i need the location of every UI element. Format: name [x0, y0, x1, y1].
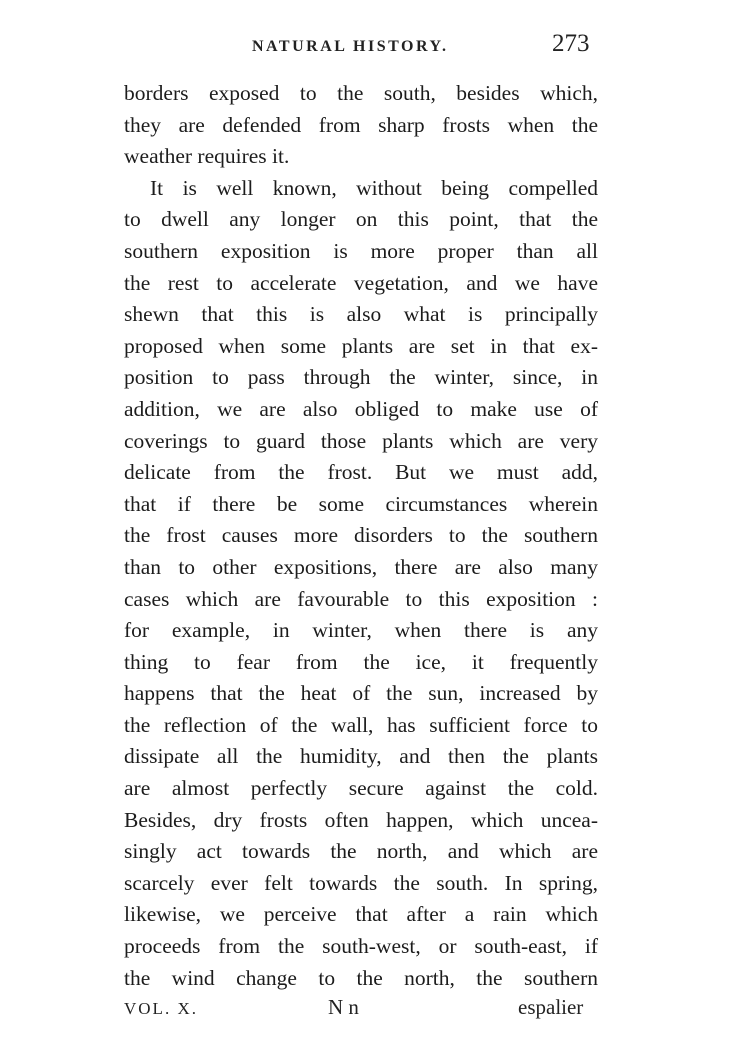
text-line: coverings to guard those plants which are very	[124, 428, 598, 453]
text-line: delicate from the frost. But we must add,	[124, 460, 598, 485]
text-line: singly act towards the north, and which are	[124, 839, 598, 864]
text-line: addition, we are also obliged to make use of	[124, 396, 598, 421]
text-line: the wind change to the north, the southern	[124, 965, 598, 990]
text-line: cases which are favourable to this exposition :	[124, 586, 598, 611]
text-line: southern exposition is more proper than all	[124, 238, 598, 263]
text-line: shewn that this is also what is principally	[124, 302, 598, 327]
signature-mark: N n	[328, 995, 359, 1019]
text-line: the rest to accelerate vegetation, and we have	[124, 270, 598, 295]
body-text	[124, 78, 598, 994]
text-line: that if there be some circumstances wherein	[124, 491, 598, 516]
text-line: the reflection of the wall, has sufficient force to	[124, 712, 598, 737]
text-line: scarcely ever felt towards the south. In spring,	[124, 870, 598, 895]
running-title: NATURAL HISTORY.	[252, 38, 449, 55]
text-line: borders exposed to the south, besides which,	[124, 81, 598, 105]
text-line: likewise, we perceive that after a rain which	[124, 902, 598, 927]
text-line: than to other expositions, there are also many	[124, 554, 598, 579]
text-line: position to pass through the winter, since, in	[124, 365, 598, 390]
page-number: 273	[552, 30, 590, 57]
text-line: thing to fear from the ice, it frequently	[124, 649, 598, 674]
text-line: happens that the heat of the sun, increased by	[124, 681, 598, 706]
page-footer	[0, 995, 750, 1029]
text-line: Besides, dry frosts often happen, which uncea-	[124, 807, 598, 832]
text-line: weather requires it.	[124, 144, 290, 169]
text-line: dissipate all the humidity, and then the plants	[124, 744, 598, 769]
text-line: to dwell any longer on this point, that the	[124, 207, 598, 232]
text-line: proceeds from the south-west, or south-east, if	[124, 934, 598, 959]
text-line: are almost perfectly secure against the cold.	[124, 776, 598, 801]
text-line: they are defended from sharp frosts when the	[124, 112, 598, 137]
running-head	[0, 30, 750, 64]
text-line: proposed when some plants are set in that ex-	[124, 333, 598, 358]
text-line: the frost causes more disorders to the southern	[124, 523, 598, 548]
text-line: for example, in winter, when there is any	[124, 618, 598, 643]
volume-label: VOL. X.	[124, 999, 198, 1018]
catchword: espalier	[518, 995, 584, 1019]
paragraph-start-line: It is well known, without being compelled	[150, 175, 598, 200]
